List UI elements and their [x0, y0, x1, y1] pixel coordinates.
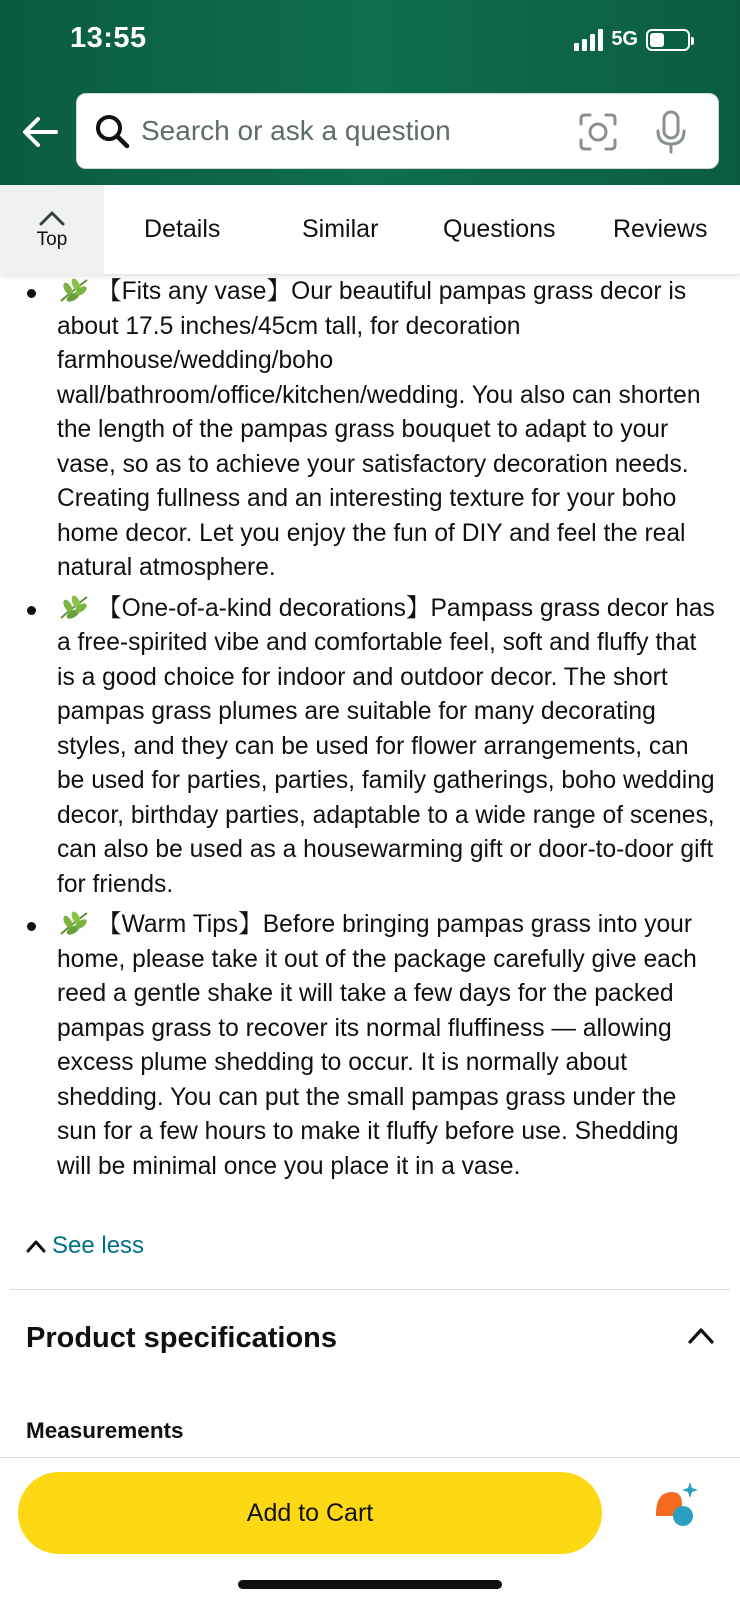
list-item [0, 592, 740, 903]
home-indicator [238, 1580, 502, 1589]
product-description [0, 275, 740, 1190]
battery-icon [646, 29, 690, 51]
chevron-up-icon [38, 209, 66, 227]
tab-details[interactable]: Details [144, 215, 221, 243]
battery-level [650, 33, 664, 47]
bullet-dot [27, 922, 36, 931]
bullet-text: 【Fits any vase】Our beautiful pampas grass decor is about 17.5 inches/45cm tall, for decoration farmhouse/wedding/boho wall/bathroom/office/kitchen/wedding. You also can shorten the length of the pampas grass bouquet to adapt to your vase, so as to achieve your satisfactory decoration needs. Creating fullness and an interesting texture for your boho home decor. Let you enjoy the fun of DIY and feel the real natural atmosphere. [57, 278, 701, 581]
list-item [0, 275, 740, 586]
section-tabs [0, 185, 740, 275]
feature-bullets [0, 275, 740, 1184]
bullet-text: 【Warm Tips】Before bringing pampas grass into your home, please take it out of the package carefully give each reed a gentle shake it will take a few days for the packed pampas grass to recover its normal fluffiness — allowing excess plume shedding to occur. It is normally about shedding. You can put the small pampas grass under the sun for a few hours to make it fluffy before use. Shedding will be minimal once you place it in a vase. [57, 911, 697, 1180]
leaf-icon [57, 909, 91, 937]
bottom-action-bar [0, 1457, 740, 1600]
divider [10, 1289, 730, 1290]
spec-section-title[interactable]: Product specifications [26, 1322, 338, 1354]
search-bar[interactable] [76, 93, 719, 169]
back-arrow-icon[interactable] [20, 112, 60, 152]
chevron-up-icon[interactable] [686, 1324, 716, 1346]
status-time: 13:55 [70, 22, 147, 54]
measurements-heading: Measurements [26, 1418, 184, 1443]
search-input[interactable] [141, 108, 561, 154]
tab-questions[interactable]: Questions [443, 215, 556, 243]
tab-top[interactable] [0, 185, 104, 275]
status-indicators [574, 28, 690, 51]
search-icon [93, 112, 133, 152]
shopping-assistant-icon[interactable] [652, 1480, 704, 1532]
leaf-icon [57, 593, 91, 621]
signal-icon [574, 29, 603, 51]
bullet-text: 【One-of-a-kind decorations】Pampass grass decor has a free-spirited vibe and comfortable feel, soft and fluffy that is a good choice for indoor and outdoor decor. The short pampas grass plumes are suitable for many decorating styles, and they can be used for flower arrangements, can be used for parties, parties, family gatherings, boho wedding decor, birthday parties, adaptable to a wide range of scenes, can also be used as a housewarming gift or door-to-door gift for friends. [57, 594, 715, 898]
tab-top-label: Top [36, 229, 68, 250]
see-less-label: See less [52, 1232, 145, 1259]
add-to-cart-button[interactable]: Add to Cart [18, 1472, 602, 1554]
list-item [0, 908, 740, 1184]
network-label: 5G [611, 28, 638, 50]
see-less-link[interactable] [26, 1232, 144, 1260]
bullet-dot [27, 606, 36, 615]
app-header [0, 0, 740, 185]
microphone-icon[interactable] [651, 109, 691, 155]
leaf-icon [57, 276, 91, 304]
tab-similar[interactable]: Similar [302, 215, 379, 243]
camera-scan-icon[interactable] [577, 111, 619, 153]
tab-reviews[interactable]: Reviews [613, 215, 708, 243]
chevron-up-icon [26, 1239, 46, 1253]
bullet-dot [27, 289, 36, 298]
